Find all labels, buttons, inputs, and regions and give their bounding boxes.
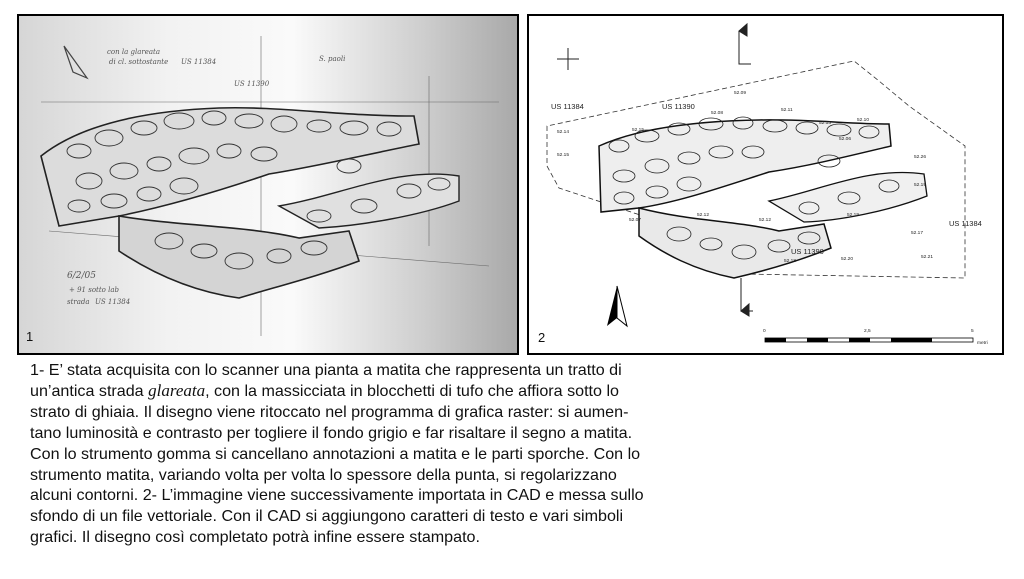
caption-line: sfondo di un file vettoriale. Con il CAD si aggiungono caratteri di testo e vari simboli [30, 507, 624, 526]
stratigraphic-unit-label: US 11384 [949, 219, 982, 228]
pencil-drawing [19, 16, 517, 353]
scale-bar [763, 328, 988, 346]
handwritten-note: US 11384 [181, 58, 217, 66]
caption-line [30, 381, 800, 402]
elevation-label: 52.12 [697, 213, 710, 218]
elevation-label: 52.13 [819, 121, 832, 126]
section-marker-top-icon [739, 24, 751, 64]
scale-label-max: 5 [971, 329, 974, 334]
elevation-label: 52.21 [921, 255, 934, 260]
handwritten-note: US 11390 [234, 80, 270, 88]
handwritten-note: US 11384 [95, 298, 131, 306]
handwritten-note: con la glareata [107, 48, 161, 56]
caption-line: strato di ghiaia. Il disegno viene ritoccato nel programma di grafica raster: si aumen- [30, 402, 629, 421]
road-stones-outline [41, 108, 459, 298]
elevation-label: 52.18 [784, 259, 797, 264]
caption-line: 1- E’ stata acquisita con lo scanner una pianta a matita che rappresenta un tratto di [30, 361, 622, 379]
elevation-label: 52.06 [839, 137, 852, 142]
stratigraphic-unit-label: US 11390 [662, 102, 695, 111]
elevation-label: 52.26 [914, 155, 927, 160]
north-arrow-icon [607, 286, 627, 326]
section-marker-bottom-icon [741, 278, 753, 316]
scale-unit: metri [977, 341, 988, 346]
scale-label-mid: 2,5 [864, 329, 871, 334]
elevation-label: 52.11 [781, 108, 793, 113]
elevation-label: 52.12 [759, 218, 772, 223]
cad-drawing [529, 16, 1002, 353]
caption-line: alcuni contorni. 2- L’immagine viene successivamente importata in CAD e messa sullo [30, 486, 644, 505]
caption-line: Con lo strumento gomma si cancellano annotazioni a matita e le parti sporche. Con lo [30, 444, 641, 463]
north-arrow-sketch-icon [64, 46, 87, 78]
caption [30, 360, 800, 548]
elevation-label: 52.19 [914, 183, 927, 188]
caption-line: grafici. Il disegno così completato potrà infine essere stampato. [30, 528, 480, 547]
elevation-label: 52.09 [734, 91, 747, 96]
elevation-label: 52.07 [629, 218, 642, 223]
elevation-label: 52.19 [847, 213, 860, 218]
handwritten-note: + 91 sotto lab [69, 286, 119, 294]
panel-number: 1 [26, 329, 34, 344]
handwritten-note: di cl. sottostante [109, 58, 169, 66]
elevation-label: 52.15 [557, 153, 570, 158]
handwritten-note: 6/2/05 [67, 271, 96, 281]
handwritten-note: S. paoli [319, 55, 346, 63]
road-stones [599, 117, 927, 278]
elevation-label: 52.17 [911, 231, 924, 236]
panel-number: 2 [538, 330, 546, 345]
handwritten-note: strada [67, 298, 90, 306]
caption-line: tano luminosità e contrasto per togliere il fondo grigio e far risaltare il segno a matita. [30, 423, 633, 442]
elevation-label: 52.15 [632, 128, 645, 133]
scanned-pencil-drawing-panel [17, 14, 519, 355]
scale-label-min: 0 [763, 329, 766, 334]
grid-cross-icon [557, 48, 579, 70]
caption-text: un’antica strada [30, 381, 149, 400]
caption-italic-term: glareata [148, 380, 206, 400]
elevation-label: 52.08 [711, 111, 724, 116]
stratigraphic-unit-label: US 11390 [791, 247, 824, 256]
cad-drawing-panel [527, 14, 1004, 355]
caption-line: strumento matita, variando volta per volta lo spessore della punta, si regolarizzano [30, 465, 617, 484]
elevation-label: 52.10 [857, 118, 870, 123]
caption-text: , con la massicciata in blocchetti di tufo che affiora sotto lo [205, 381, 619, 400]
stratigraphic-unit-label: US 11384 [551, 102, 584, 111]
elevation-label: 52.14 [557, 130, 570, 135]
elevation-label: 52.20 [841, 257, 854, 262]
